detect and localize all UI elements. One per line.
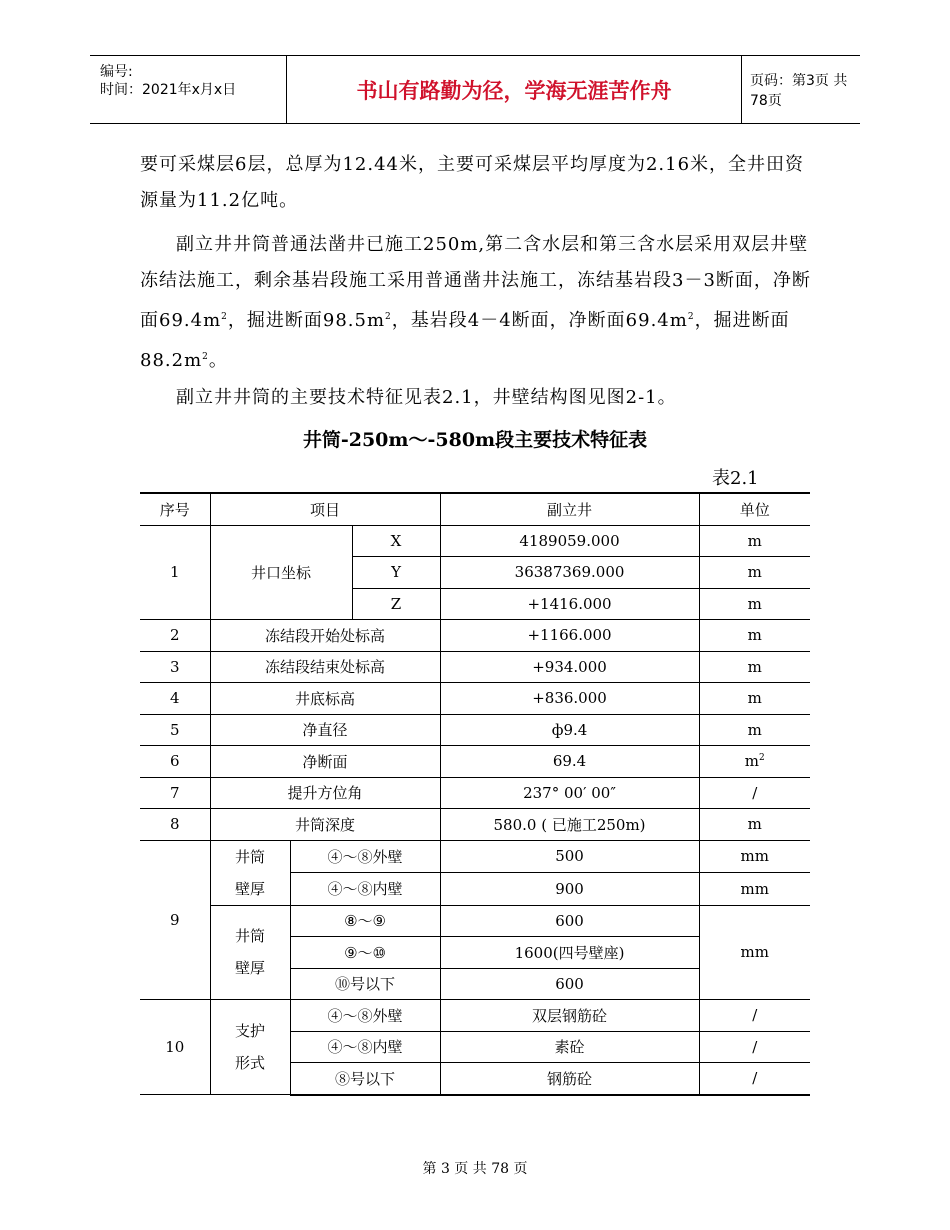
header-motto: 书山有路勤为径，学海无涯苦作舟 [286,56,742,123]
page-footer: 第 3 页 共 78 页 [422,1161,528,1177]
row-unit: m [699,525,810,557]
table-row [140,683,810,715]
row-unit: mm [699,873,810,906]
row-value: 素砼 [440,1031,699,1063]
row-item: 冻结段开始处标高 [210,620,440,652]
header-shaft: 副立井 [440,493,699,525]
sub-item: ⑧号以下 [290,1063,440,1095]
sub-item: ④～⑧外壁 [290,840,440,873]
paragraph-construction: 副立井井筒普通法凿井已施工250m,第二含水层和第三含水层采用双层井壁冻结法施工，剩余基岩段施工采用普通凿井法施工，冻结基岩段3－3断面，净断面$69.4m^2$，掘进断面$98.5m^2$，基岩段4－4断面，净断面$69.4m^2$，掘进断面$88.2m^2$。 [140,234,811,371]
coord-label: Z [352,588,440,620]
row-value: +1166.000 [440,620,699,652]
doc-time-label: 时间：2021年x月x日 [100,82,237,98]
table-row [140,1000,810,1032]
table-row [140,905,810,937]
paragraph-resources: 要可采煤层6层，总厚为12.44米，主要可采煤层平均厚度为2.16米，全井田资源量为11.2亿吨。 [140,154,805,211]
row-value: ф9.4 [440,714,699,746]
row-unit: m [699,714,810,746]
header-item: 项目 [210,493,440,525]
row-unit: / [699,777,810,809]
paragraph-reference: 副立井井筒的主要技术特征见表2.1，井壁结构图见图2-1。 [176,387,677,408]
table-row [140,620,810,652]
row-value: 69.4 [440,746,699,778]
row-item: 井筒深度 [210,809,440,841]
row-unit: m [699,620,810,652]
row-seq: 2 [140,620,210,652]
row-value: 1600(四号壁座) [440,937,699,969]
row-value: 双层钢筋砼 [440,1000,699,1032]
row-seq: 1 [140,525,210,620]
row-item: 净直径 [210,714,440,746]
table-title: 井筒-250m～-580m段主要技术特征表 [302,429,648,451]
table-row [140,714,810,746]
page-header [90,55,860,124]
sub-item: ⑩号以下 [290,968,440,1000]
table-row [140,525,810,557]
group-label: 井筒壁厚 [210,905,290,1000]
row-value: 580.0 ( 已施工250m) [440,809,699,841]
coord-value: 36387369.000 [440,557,699,589]
row-value: 600 [440,968,699,1000]
table-row [140,777,810,809]
header-meta [90,56,286,123]
row-value: 500 [440,840,699,873]
row-seq: 10 [140,1000,210,1095]
row-seq: 6 [140,746,210,778]
header-unit: 单位 [699,493,810,525]
spec-table [140,492,810,1096]
row-seq: 9 [140,840,210,1000]
table-number: 表2.1 [712,468,759,489]
sub-item: ⑧～⑨ [290,905,440,937]
table-row [140,809,810,841]
row-unit: $m^2$ [699,746,810,778]
row-unit: m [699,588,810,620]
row-unit: m [699,557,810,589]
table-row [140,746,810,778]
row-item: 提升方位角 [210,777,440,809]
header-seq: 序号 [140,493,210,525]
row-item: 冻结段结束处标高 [210,651,440,683]
row-value: +836.000 [440,683,699,715]
doc-number-label: 编号: [100,64,133,80]
header-page-info: 页码：第3页 共78页 [750,72,848,109]
sub-item: ④～⑧内壁 [290,1031,440,1063]
sub-item: ④～⑧外壁 [290,1000,440,1032]
coord-value: 4189059.000 [440,525,699,557]
coord-label: X [352,525,440,557]
row-unit: m [699,809,810,841]
row-seq: 8 [140,809,210,841]
row-seq: 3 [140,651,210,683]
row-item: 井底标高 [210,683,440,715]
row-value: 900 [440,873,699,906]
row-item: 净断面 [210,746,440,778]
row-value: 237° 00′ 00″ [440,777,699,809]
sub-item: ⑨～⑩ [290,937,440,969]
table-row [140,840,810,873]
row-seq: 5 [140,714,210,746]
coord-value: +1416.000 [440,588,699,620]
row-unit: / [699,1031,810,1063]
table-header-row [140,493,810,525]
row-unit: mm [699,905,810,1000]
row-seq: 4 [140,683,210,715]
row-unit: mm [699,840,810,873]
row-value: +934.000 [440,651,699,683]
group-label: 井筒壁厚 [210,840,290,905]
row-unit: m [699,683,810,715]
row-seq: 7 [140,777,210,809]
group-label: 支护形式 [210,1000,290,1095]
row-unit: m [699,651,810,683]
table-row [140,651,810,683]
row-item: 井口坐标 [210,525,352,620]
row-unit: / [699,1000,810,1032]
row-value: 钢筋砼 [440,1063,699,1095]
row-value: 600 [440,905,699,937]
row-unit: / [699,1063,810,1095]
coord-label: Y [352,557,440,589]
sub-item: ④～⑧内壁 [290,873,440,906]
